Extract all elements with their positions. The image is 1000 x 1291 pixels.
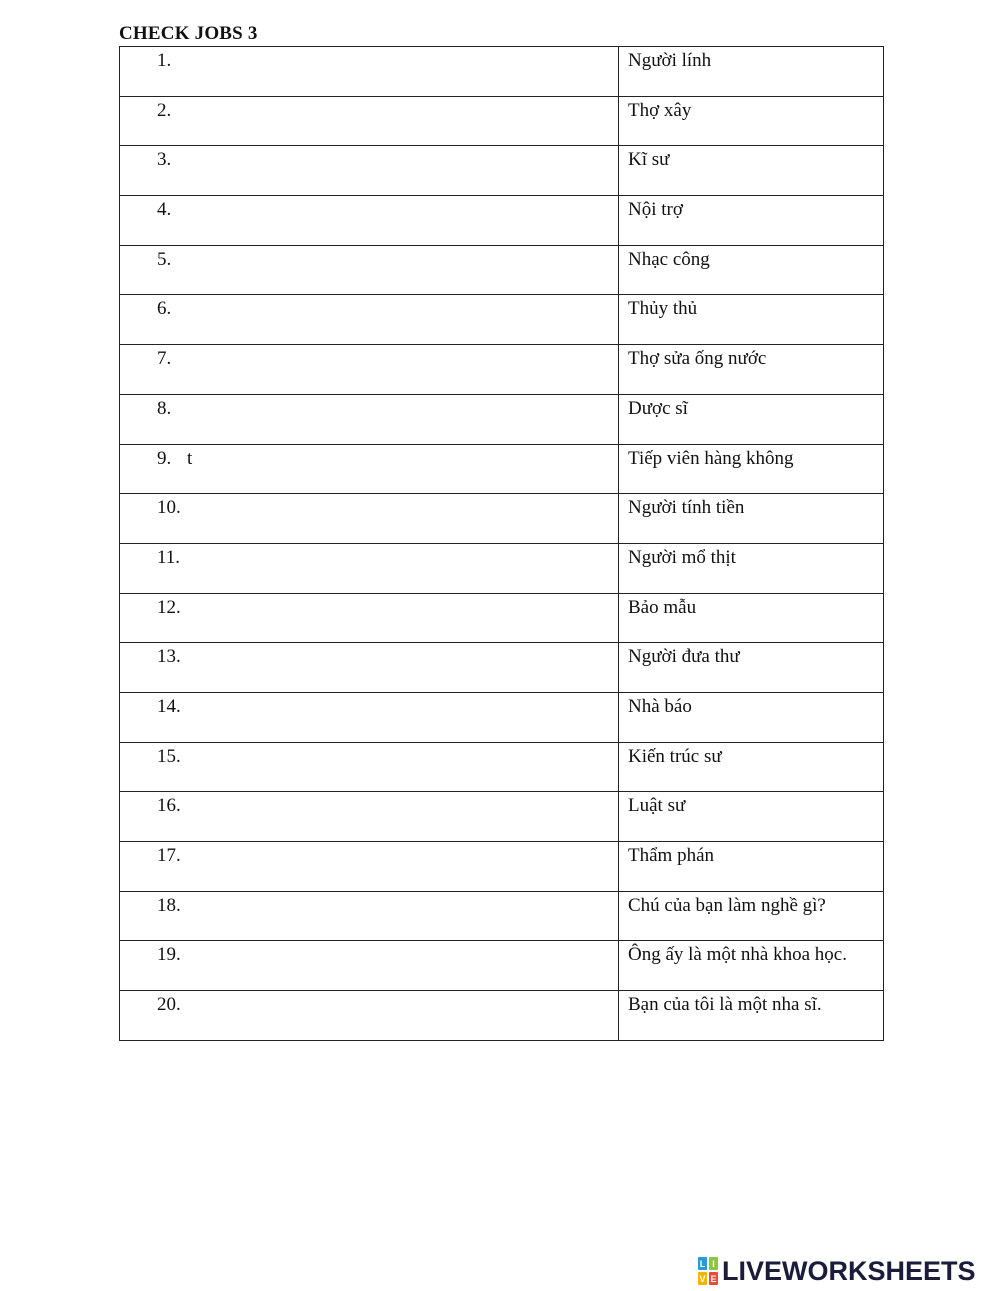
row-number: 6. [157,298,172,320]
answer-cell[interactable] [120,692,619,742]
row-number: 9. [157,447,172,469]
row-number: 1. [157,50,172,71]
table-row [120,692,884,742]
answer-cell[interactable] [120,742,619,792]
prompt-text: Luật sư [628,795,686,817]
row-number: 8. [157,397,172,419]
table-row [120,96,884,146]
row-number: 13. [157,646,181,668]
table-row [120,146,884,196]
prompt-text: Thợ sửa ống nước [628,348,767,370]
prompt-cell [619,345,884,395]
table-row [120,47,884,97]
prompt-cell [619,196,884,246]
row-number: 5. [157,248,172,270]
prompt-cell [619,643,884,693]
table-row [120,245,884,295]
answer-cell[interactable] [120,444,619,494]
svg-text:E: E [710,1274,717,1284]
jobs-table-body [120,47,884,1041]
answer-cell[interactable] [120,991,619,1041]
table-row [120,494,884,544]
prompt-cell [619,842,884,892]
prompt-text: Người đưa thư [628,646,740,668]
row-number: 2. [157,99,172,121]
prompt-cell [619,692,884,742]
table-row [120,295,884,345]
answer-cell[interactable] [120,593,619,643]
answer-cell[interactable] [120,47,619,97]
table-row [120,543,884,593]
answer-cell[interactable] [120,494,619,544]
answer-text: t [187,447,193,469]
table-row [120,891,884,941]
answer-cell[interactable] [120,345,619,395]
prompt-text: Thợ xây [628,99,692,121]
prompt-text: Người tính tiền [628,497,745,519]
row-number: 17. [157,845,181,866]
prompt-cell [619,96,884,146]
table-row [120,991,884,1041]
prompt-cell [619,47,884,97]
row-number: 16. [157,795,181,817]
prompt-text: Ông ấy là một nhà khoa học. [628,944,847,966]
table-row [120,842,884,892]
prompt-cell [619,891,884,941]
row-number: 3. [157,149,172,171]
prompt-cell [619,593,884,643]
row-number: 12. [157,596,181,618]
row-number: 10. [157,497,181,519]
prompt-cell [619,941,884,991]
table-row [120,196,884,246]
prompt-text: Nội trợ [628,199,683,221]
answer-cell[interactable] [120,842,619,892]
svg-text:I: I [712,1259,715,1269]
prompt-text: Kĩ sư [628,149,670,171]
row-number: 18. [157,894,181,916]
answer-cell[interactable] [120,543,619,593]
prompt-text: Thủy thủ [628,298,698,320]
answer-cell[interactable] [120,891,619,941]
row-number: 20. [157,994,181,1016]
prompt-cell [619,543,884,593]
svg-text:V: V [699,1274,706,1284]
prompt-cell [619,295,884,345]
prompt-text: Nhạc công [628,248,710,270]
prompt-cell [619,792,884,842]
answer-cell[interactable] [120,245,619,295]
liveworksheets-logo-icon [697,1256,719,1286]
prompt-text: Bảo mẫu [628,596,697,618]
row-number: 7. [157,348,172,370]
row-number: 11. [157,546,181,568]
prompt-text: Nhà báo [628,695,692,717]
prompt-cell [619,991,884,1041]
row-number: 4. [157,199,172,221]
liveworksheets-wordmark: LIVEWORKSHEETS [722,1255,976,1286]
table-row [120,643,884,693]
svg-text:L: L [699,1259,706,1269]
prompt-cell [619,394,884,444]
prompt-text: Tiếp viên hàng không [628,447,794,469]
prompt-text: Chú của bạn làm nghề gì? [628,894,826,916]
prompt-text: Dược sĩ [628,397,688,419]
prompt-text: Bạn của tôi là một nha sĩ. [628,994,822,1016]
answer-cell[interactable] [120,146,619,196]
answer-cell[interactable] [120,196,619,246]
prompt-cell [619,444,884,494]
row-number: 19. [157,944,181,966]
answer-cell[interactable] [120,394,619,444]
answer-cell[interactable] [120,96,619,146]
row-number: 15. [157,745,181,767]
table-row [120,792,884,842]
prompt-cell [619,494,884,544]
prompt-text: Người lính [628,50,712,71]
prompt-cell [619,742,884,792]
liveworksheets-brand [697,1254,976,1288]
table-row [120,444,884,494]
table-row [120,394,884,444]
prompt-cell [619,146,884,196]
answer-cell[interactable] [120,941,619,991]
worksheet-title: CHECK JOBS 3 [119,23,258,44]
prompt-text: Người mổ thịt [628,546,736,568]
prompt-text: Kiến trúc sư [628,745,722,767]
table-row [120,742,884,792]
answer-cell[interactable] [120,792,619,842]
answer-cell[interactable] [120,643,619,693]
answer-cell[interactable] [120,295,619,345]
row-number: 14. [157,695,181,717]
prompt-text: Thẩm phán [628,845,715,866]
table-row [120,345,884,395]
jobs-table [119,46,884,1041]
table-row [120,941,884,991]
table-row [120,593,884,643]
prompt-cell [619,245,884,295]
